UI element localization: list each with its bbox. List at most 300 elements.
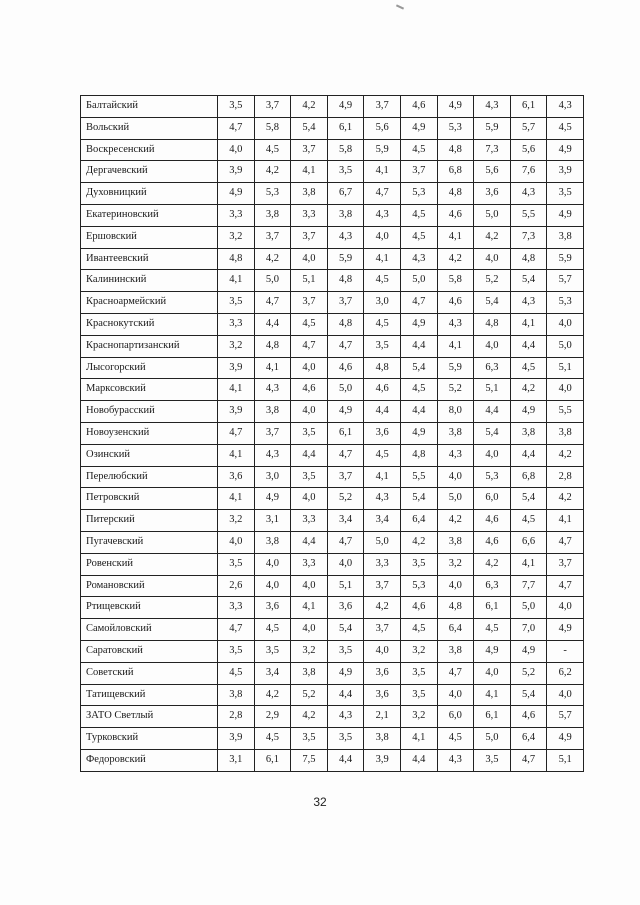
value-cell: 5,0 — [437, 488, 474, 510]
value-cell: 3,8 — [254, 401, 291, 423]
value-cell: 6,4 — [437, 619, 474, 641]
district-name-cell: Краснопартизанский — [81, 335, 218, 357]
district-name-cell: Краснокутский — [81, 313, 218, 335]
value-cell: 6,8 — [437, 161, 474, 183]
value-cell: 6,1 — [474, 706, 511, 728]
value-cell: 4,0 — [474, 662, 511, 684]
table-row — [81, 553, 584, 575]
value-cell: 7,7 — [510, 575, 547, 597]
value-cell: 3,5 — [218, 292, 255, 314]
value-cell: 6,0 — [474, 488, 511, 510]
value-cell: 4,5 — [400, 226, 437, 248]
value-cell: 3,8 — [364, 728, 401, 750]
value-cell: 4,5 — [254, 139, 291, 161]
value-cell: 5,8 — [254, 117, 291, 139]
value-cell: 4,0 — [364, 226, 401, 248]
value-cell: 3,6 — [254, 597, 291, 619]
value-cell: 6,0 — [437, 706, 474, 728]
value-cell: 3,4 — [327, 510, 364, 532]
table-row — [81, 466, 584, 488]
value-cell: 7,5 — [291, 749, 328, 771]
value-cell: 4,2 — [437, 510, 474, 532]
value-cell: 5,6 — [364, 117, 401, 139]
table-row — [81, 401, 584, 423]
district-name-cell: Ершовский — [81, 226, 218, 248]
value-cell: 7,3 — [474, 139, 511, 161]
value-cell: 4,7 — [510, 749, 547, 771]
value-cell: 4,0 — [291, 488, 328, 510]
value-cell: 5,6 — [510, 139, 547, 161]
value-cell: 4,7 — [437, 662, 474, 684]
value-cell: 4,7 — [547, 531, 584, 553]
value-cell: 4,9 — [400, 117, 437, 139]
value-cell: 3,2 — [218, 335, 255, 357]
value-cell: 5,4 — [327, 619, 364, 641]
value-cell: 5,3 — [254, 183, 291, 205]
value-cell: 4,0 — [547, 684, 584, 706]
value-cell: 3,8 — [547, 226, 584, 248]
value-cell: 4,3 — [474, 96, 511, 118]
table-row — [81, 488, 584, 510]
value-cell: 5,0 — [474, 728, 511, 750]
district-name-cell: Советский — [81, 662, 218, 684]
value-cell: 4,0 — [254, 553, 291, 575]
value-cell: 5,3 — [400, 183, 437, 205]
value-cell: 4,7 — [327, 531, 364, 553]
value-cell: 4,4 — [327, 749, 364, 771]
value-cell: 3,7 — [364, 96, 401, 118]
value-cell: 3,6 — [364, 662, 401, 684]
value-cell: 5,4 — [474, 292, 511, 314]
value-cell: 4,0 — [291, 357, 328, 379]
value-cell: 4,6 — [364, 379, 401, 401]
table-row — [81, 662, 584, 684]
table-row — [81, 335, 584, 357]
value-cell: 3,5 — [400, 684, 437, 706]
value-cell: 4,0 — [218, 139, 255, 161]
value-cell: 2,6 — [218, 575, 255, 597]
value-cell: 5,0 — [474, 204, 511, 226]
value-cell: 3,8 — [437, 422, 474, 444]
value-cell: 3,3 — [218, 313, 255, 335]
table-row — [81, 270, 584, 292]
value-cell: 3,3 — [218, 204, 255, 226]
value-cell: 4,3 — [437, 313, 474, 335]
scan-artifact — [396, 4, 404, 9]
value-cell: 6,1 — [474, 597, 511, 619]
value-cell: 4,6 — [474, 510, 511, 532]
value-cell: 4,8 — [474, 313, 511, 335]
value-cell: 5,0 — [254, 270, 291, 292]
value-cell: 5,0 — [510, 597, 547, 619]
table-row — [81, 510, 584, 532]
district-name-cell: Татищевский — [81, 684, 218, 706]
value-cell: 4,5 — [254, 728, 291, 750]
value-cell: 3,5 — [254, 640, 291, 662]
district-name-cell: Озинский — [81, 444, 218, 466]
district-name-cell: Вольский — [81, 117, 218, 139]
value-cell: 4,6 — [437, 292, 474, 314]
value-cell: 3,7 — [327, 292, 364, 314]
value-cell: 4,7 — [400, 292, 437, 314]
value-cell: 3,6 — [364, 422, 401, 444]
value-cell: 4,7 — [291, 335, 328, 357]
value-cell: 5,5 — [510, 204, 547, 226]
value-cell: 3,6 — [364, 684, 401, 706]
value-cell: 5,2 — [327, 488, 364, 510]
district-name-cell: Петровский — [81, 488, 218, 510]
table-row — [81, 96, 584, 118]
district-name-cell: Калининский — [81, 270, 218, 292]
value-cell: 5,5 — [400, 466, 437, 488]
value-cell: 4,6 — [400, 597, 437, 619]
value-cell: 3,2 — [400, 640, 437, 662]
value-cell: 3,8 — [437, 531, 474, 553]
value-cell: 4,6 — [474, 531, 511, 553]
value-cell: 4,1 — [474, 684, 511, 706]
table-row — [81, 728, 584, 750]
value-cell: 4,2 — [291, 96, 328, 118]
value-cell: 4,9 — [437, 96, 474, 118]
value-cell: 5,7 — [547, 270, 584, 292]
value-cell: 4,5 — [510, 357, 547, 379]
value-cell: 6,4 — [400, 510, 437, 532]
value-cell: 3,0 — [364, 292, 401, 314]
value-cell: 3,7 — [547, 553, 584, 575]
value-cell: 3,8 — [510, 422, 547, 444]
value-cell: 4,7 — [547, 575, 584, 597]
table-body — [81, 96, 584, 772]
value-cell: 3,7 — [364, 575, 401, 597]
value-cell: 4,9 — [547, 204, 584, 226]
table-row — [81, 357, 584, 379]
value-cell: 4,5 — [400, 139, 437, 161]
value-cell: 3,7 — [327, 466, 364, 488]
value-cell: 6,1 — [510, 96, 547, 118]
district-name-cell: Екатериновский — [81, 204, 218, 226]
district-name-cell: Турковский — [81, 728, 218, 750]
value-cell: 5,9 — [327, 248, 364, 270]
value-cell: 4,0 — [291, 401, 328, 423]
district-name-cell: Воскресенский — [81, 139, 218, 161]
value-cell: 5,9 — [364, 139, 401, 161]
value-cell: 3,5 — [218, 96, 255, 118]
value-cell: 3,5 — [291, 728, 328, 750]
value-cell: 5,4 — [400, 357, 437, 379]
value-cell: 5,4 — [510, 488, 547, 510]
value-cell: 3,8 — [218, 684, 255, 706]
value-cell: 3,8 — [254, 531, 291, 553]
value-cell: 2,8 — [218, 706, 255, 728]
value-cell: 4,0 — [291, 248, 328, 270]
value-cell: 6,6 — [510, 531, 547, 553]
value-cell: 4,5 — [547, 117, 584, 139]
value-cell: 3,7 — [291, 139, 328, 161]
value-cell: 3,2 — [291, 640, 328, 662]
value-cell: 6,2 — [547, 662, 584, 684]
value-cell: 4,0 — [547, 379, 584, 401]
value-cell: 3,2 — [400, 706, 437, 728]
value-cell: 3,5 — [327, 161, 364, 183]
district-name-cell: Новоузенский — [81, 422, 218, 444]
value-cell: 4,2 — [364, 597, 401, 619]
value-cell: 3,7 — [291, 292, 328, 314]
value-cell: 3,9 — [364, 749, 401, 771]
value-cell: 4,4 — [474, 401, 511, 423]
district-name-cell: Ровенский — [81, 553, 218, 575]
value-cell: 3,5 — [218, 640, 255, 662]
value-cell: 7,0 — [510, 619, 547, 641]
value-cell: 4,6 — [291, 379, 328, 401]
value-cell: 4,5 — [400, 619, 437, 641]
value-cell: 3,5 — [364, 335, 401, 357]
district-data-table — [80, 95, 584, 772]
value-cell: 4,8 — [400, 444, 437, 466]
value-cell: 4,3 — [254, 379, 291, 401]
value-cell: 3,3 — [291, 553, 328, 575]
table-row — [81, 183, 584, 205]
value-cell: 5,2 — [474, 270, 511, 292]
value-cell: 4,2 — [547, 444, 584, 466]
value-cell: 3,5 — [400, 553, 437, 575]
value-cell: 4,9 — [400, 422, 437, 444]
value-cell: 4,3 — [400, 248, 437, 270]
district-name-cell: ЗАТО Светлый — [81, 706, 218, 728]
value-cell: - — [547, 640, 584, 662]
value-cell: 4,3 — [437, 444, 474, 466]
district-name-cell: Ивантеевский — [81, 248, 218, 270]
table-row — [81, 161, 584, 183]
value-cell: 6,1 — [327, 422, 364, 444]
value-cell: 4,5 — [400, 379, 437, 401]
value-cell: 5,3 — [400, 575, 437, 597]
value-cell: 4,9 — [218, 183, 255, 205]
value-cell: 3,9 — [218, 357, 255, 379]
value-cell: 4,0 — [547, 597, 584, 619]
value-cell: 3,3 — [364, 553, 401, 575]
value-cell: 5,9 — [547, 248, 584, 270]
value-cell: 4,8 — [364, 357, 401, 379]
table-row — [81, 204, 584, 226]
value-cell: 5,0 — [327, 379, 364, 401]
value-cell: 5,0 — [547, 335, 584, 357]
value-cell: 5,1 — [291, 270, 328, 292]
value-cell: 4,4 — [291, 444, 328, 466]
value-cell: 4,1 — [218, 270, 255, 292]
value-cell: 4,0 — [291, 619, 328, 641]
value-cell: 2,9 — [254, 706, 291, 728]
district-name-cell: Пугачевский — [81, 531, 218, 553]
value-cell: 3,8 — [291, 662, 328, 684]
value-cell: 3,8 — [327, 204, 364, 226]
table-row — [81, 292, 584, 314]
value-cell: 4,8 — [218, 248, 255, 270]
value-cell: 3,7 — [254, 226, 291, 248]
table-row — [81, 640, 584, 662]
value-cell: 4,5 — [510, 510, 547, 532]
value-cell: 4,4 — [400, 335, 437, 357]
value-cell: 4,1 — [291, 161, 328, 183]
value-cell: 4,1 — [254, 357, 291, 379]
value-cell: 7,3 — [510, 226, 547, 248]
value-cell: 2,8 — [547, 466, 584, 488]
value-cell: 4,2 — [474, 553, 511, 575]
value-cell: 4,7 — [218, 619, 255, 641]
value-cell: 5,0 — [400, 270, 437, 292]
value-cell: 4,0 — [437, 466, 474, 488]
value-cell: 4,8 — [437, 139, 474, 161]
value-cell: 3,3 — [291, 204, 328, 226]
value-cell: 4,7 — [327, 335, 364, 357]
value-cell: 5,8 — [437, 270, 474, 292]
value-cell: 3,7 — [254, 422, 291, 444]
value-cell: 3,9 — [547, 161, 584, 183]
value-cell: 4,0 — [291, 575, 328, 597]
value-cell: 3,0 — [254, 466, 291, 488]
value-cell: 4,3 — [437, 749, 474, 771]
value-cell: 4,5 — [254, 619, 291, 641]
value-cell: 5,6 — [474, 161, 511, 183]
value-cell: 4,8 — [510, 248, 547, 270]
value-cell: 3,7 — [400, 161, 437, 183]
page-number: 32 — [313, 795, 327, 809]
value-cell: 4,4 — [510, 335, 547, 357]
value-cell: 4,5 — [474, 619, 511, 641]
value-cell: 3,1 — [218, 749, 255, 771]
value-cell: 4,3 — [327, 226, 364, 248]
value-cell: 4,7 — [218, 422, 255, 444]
value-cell: 3,5 — [327, 728, 364, 750]
value-cell: 4,8 — [437, 183, 474, 205]
value-cell: 4,5 — [400, 204, 437, 226]
value-cell: 4,9 — [474, 640, 511, 662]
value-cell: 4,1 — [547, 510, 584, 532]
value-cell: 4,6 — [510, 706, 547, 728]
value-cell: 3,5 — [547, 183, 584, 205]
value-cell: 4,7 — [218, 117, 255, 139]
value-cell: 4,1 — [364, 248, 401, 270]
district-name-cell: Лысогорский — [81, 357, 218, 379]
value-cell: 4,2 — [547, 488, 584, 510]
value-cell: 4,3 — [327, 706, 364, 728]
value-cell: 4,1 — [218, 379, 255, 401]
table-row — [81, 619, 584, 641]
value-cell: 4,5 — [437, 728, 474, 750]
value-cell: 3,5 — [218, 553, 255, 575]
value-cell: 4,6 — [400, 96, 437, 118]
value-cell: 5,4 — [474, 422, 511, 444]
value-cell: 3,8 — [291, 183, 328, 205]
value-cell: 4,1 — [218, 488, 255, 510]
value-cell: 4,2 — [400, 531, 437, 553]
district-name-cell: Ртищевский — [81, 597, 218, 619]
value-cell: 3,5 — [400, 662, 437, 684]
value-cell: 4,9 — [400, 313, 437, 335]
value-cell: 3,2 — [437, 553, 474, 575]
district-name-cell: Самойловский — [81, 619, 218, 641]
district-name-cell: Балтайский — [81, 96, 218, 118]
value-cell: 4,4 — [327, 684, 364, 706]
value-cell: 4,0 — [474, 248, 511, 270]
value-cell: 4,6 — [437, 204, 474, 226]
table-row — [81, 575, 584, 597]
value-cell: 3,9 — [218, 401, 255, 423]
value-cell: 6,8 — [510, 466, 547, 488]
value-cell: 3,8 — [547, 422, 584, 444]
value-cell: 4,1 — [218, 444, 255, 466]
table-row — [81, 597, 584, 619]
value-cell: 5,1 — [327, 575, 364, 597]
value-cell: 4,4 — [400, 749, 437, 771]
value-cell: 5,4 — [510, 270, 547, 292]
value-cell: 3,9 — [218, 728, 255, 750]
value-cell: 5,8 — [327, 139, 364, 161]
value-cell: 3,7 — [364, 619, 401, 641]
value-cell: 5,1 — [547, 357, 584, 379]
value-cell: 5,9 — [474, 117, 511, 139]
value-cell: 5,7 — [510, 117, 547, 139]
value-cell: 4,1 — [400, 728, 437, 750]
value-cell: 4,2 — [254, 161, 291, 183]
value-cell: 4,1 — [437, 335, 474, 357]
district-name-cell: Романовский — [81, 575, 218, 597]
value-cell: 4,9 — [547, 728, 584, 750]
value-cell: 4,3 — [510, 183, 547, 205]
value-cell: 5,7 — [547, 706, 584, 728]
district-name-cell: Саратовский — [81, 640, 218, 662]
value-cell: 6,4 — [510, 728, 547, 750]
value-cell: 3,6 — [474, 183, 511, 205]
district-name-cell: Духовницкий — [81, 183, 218, 205]
value-cell: 4,5 — [364, 313, 401, 335]
value-cell: 4,3 — [364, 488, 401, 510]
value-cell: 3,8 — [254, 204, 291, 226]
value-cell: 4,8 — [327, 313, 364, 335]
value-cell: 3,3 — [218, 597, 255, 619]
value-cell: 3,7 — [291, 226, 328, 248]
value-cell: 5,4 — [291, 117, 328, 139]
value-cell: 4,5 — [364, 270, 401, 292]
value-cell: 4,0 — [254, 575, 291, 597]
value-cell: 4,4 — [291, 531, 328, 553]
value-cell: 3,3 — [291, 510, 328, 532]
district-name-cell: Красноармейский — [81, 292, 218, 314]
value-cell: 3,6 — [218, 466, 255, 488]
value-cell: 4,0 — [218, 531, 255, 553]
value-cell: 2,1 — [364, 706, 401, 728]
value-cell: 3,5 — [474, 749, 511, 771]
value-cell: 4,1 — [291, 597, 328, 619]
value-cell: 7,6 — [510, 161, 547, 183]
table-row — [81, 531, 584, 553]
value-cell: 6,1 — [327, 117, 364, 139]
value-cell: 3,2 — [218, 510, 255, 532]
value-cell: 4,4 — [400, 401, 437, 423]
value-cell: 4,9 — [510, 401, 547, 423]
value-cell: 4,3 — [364, 204, 401, 226]
value-cell: 5,1 — [474, 379, 511, 401]
value-cell: 6,1 — [254, 749, 291, 771]
value-cell: 6,3 — [474, 357, 511, 379]
value-cell: 4,1 — [364, 466, 401, 488]
value-cell: 4,3 — [254, 444, 291, 466]
value-cell: 4,0 — [437, 575, 474, 597]
value-cell: 4,6 — [327, 357, 364, 379]
table-row — [81, 139, 584, 161]
table-row — [81, 422, 584, 444]
table-row — [81, 379, 584, 401]
value-cell: 4,0 — [474, 335, 511, 357]
